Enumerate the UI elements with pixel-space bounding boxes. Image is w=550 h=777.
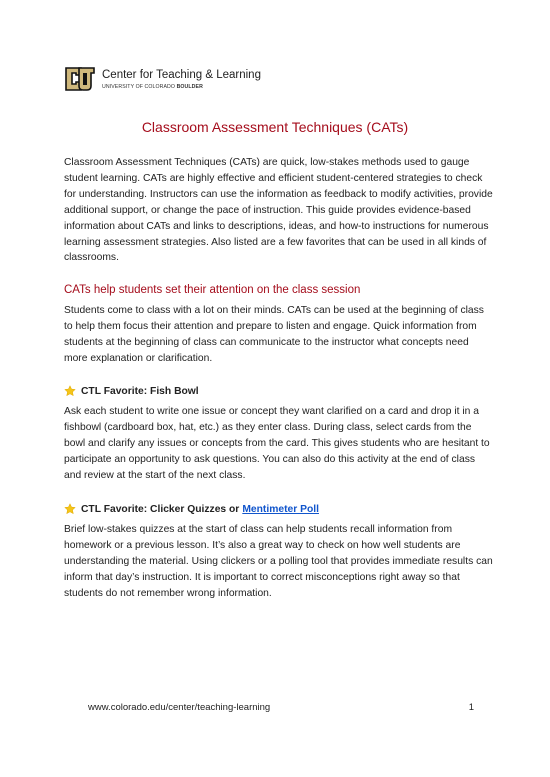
cu-logo-icon (64, 66, 96, 92)
section-heading: CATs help students set their attention on the class session (64, 284, 361, 296)
favorite-fish-bowl-body: Ask each student to write one issue or concept they want clarified on a card and drop it in a fishbowl (cardboard box, hat, etc.) as they enter class. During class, select cards from the bowl and clarify any issues or concepts from the card. This gives students who are hesitant to participate an opportunity to ask questions. You can also do this activity at the end of class and review at the start of the next class. (64, 406, 490, 481)
intro-paragraph: Classroom Assessment Techniques (CATs) are quick, low-stakes methods used to gauge student learning. CATs are highly effective and efficient student-centered strategies to check for understanding. Instructors can use the information as feedback to modify activities, provide additional support, or change the pace of instruction. This guide provides evidence-based information about CATs and links to descriptions, ideas, and how-to instructions for numerous learning assessment strategies. Also listed are a few favorites that can be used in all kinds of classrooms. (64, 157, 493, 264)
logo-title: Center for Teaching & Learning (102, 68, 261, 81)
favorite-fish-bowl-heading (64, 385, 199, 397)
favorite-label: CTL Favorite: Fish Bowl (81, 385, 199, 397)
star-icon (64, 385, 76, 397)
section-paragraph: Students come to class with a lot on their minds. CATs can be used at the beginning of class to help them focus their attention and prepare to listen and engage. Quick information from students at the beginning of class can communicate to the instructor what concepts need more explanation or clarification. (64, 305, 484, 364)
star-icon (64, 503, 76, 515)
logo-subtitle: UNIVERSITY OF COLORADO BOULDER (102, 83, 203, 90)
footer-url: www.colorado.edu/center/teaching-learning (88, 702, 271, 713)
favorite-clicker-heading (64, 503, 319, 515)
page-footer (88, 702, 474, 713)
page-title: Classroom Assessment Techniques (CATs) (141, 119, 409, 135)
mentimeter-poll-link[interactable]: Mentimeter Poll (242, 503, 319, 515)
page-number: 1 (468, 702, 474, 713)
ctl-logo (64, 66, 261, 92)
favorite-clicker-body: Brief low-stakes quizzes at the start of class can help students recall information from homework or a previous lesson. It’s also a great way to check on how well students are understanding the material. Using clickers or a polling tool that provides immediate results can inform that day’s instruction. It is important to correct misconceptions right away so that students do not remember wrong information. (64, 524, 493, 599)
favorite-label: CTL Favorite: Clicker Quizzes or (81, 503, 240, 515)
